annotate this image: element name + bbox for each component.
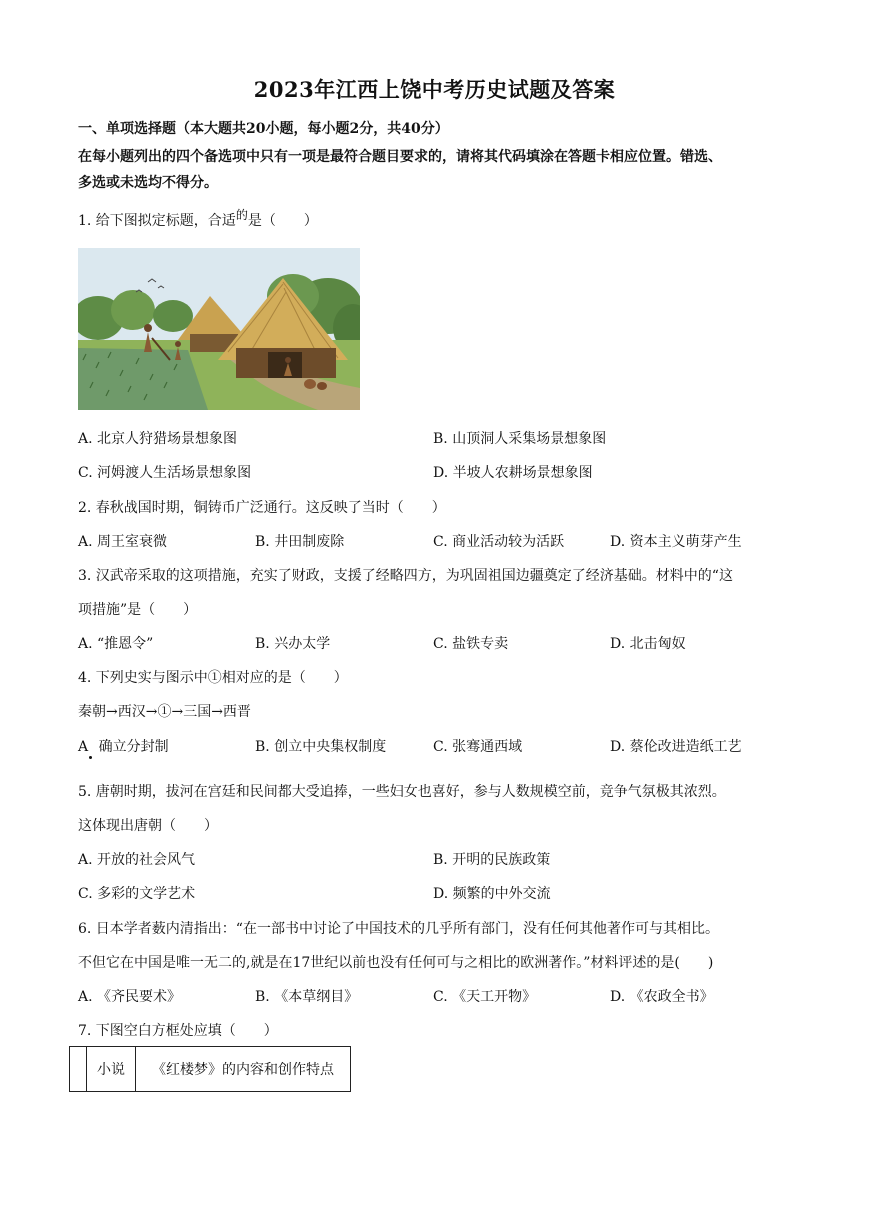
question-1-option-b: B. 山顶洞人采集场景想象图 xyxy=(433,431,607,447)
dot-mark xyxy=(89,756,92,759)
page-title: 2023年江西上饶中考历史试题及答案 xyxy=(253,77,616,102)
question-2-stem: 2. 春秋战国时期，铜铸币广泛通行。这反映了当时（ ） xyxy=(78,500,446,516)
question-5-option-c: C. 多彩的文学艺术 xyxy=(78,886,196,902)
question-2-option-b: B. 井田制废除 xyxy=(255,534,345,550)
question-1-option-c: C. 河姆渡人生活场景想象图 xyxy=(78,465,252,481)
question-2-option-d: D. 资本主义萌芽产生 xyxy=(610,534,742,550)
question-6-stem-line2: 不但它在中国是唯一无二的,就是在17世纪以前也没有任何可与之相比的欧洲著作。”材料评述的是( ) xyxy=(78,955,714,971)
question-6-option-d: D. 《农政全书》 xyxy=(610,989,714,1005)
question-3-option-d: D. 北击匈奴 xyxy=(610,636,686,652)
section-heading: 一、单项选择题（本大题共20小题，每小题2分，共40分） xyxy=(78,121,449,137)
question-4-option-d: D. 蔡伦改进造纸工艺 xyxy=(610,739,742,755)
question-3-option-c: C. 盐铁专卖 xyxy=(433,636,509,652)
question-1-stem-main: 1. 给下图拟定标题，合适 xyxy=(78,213,236,229)
question-5-stem-line2: 这体现出唐朝（ ） xyxy=(78,818,218,834)
question-3-option-a: A. “推恩令” xyxy=(78,636,154,652)
question-1-stem-tail: 是（ ） xyxy=(247,213,318,229)
question-7-table xyxy=(69,1046,351,1092)
question-4-option-a xyxy=(78,736,169,756)
question-4-option-b: B. 创立中央集权制度 xyxy=(255,739,387,755)
question-4-option-a-letter: A xyxy=(78,739,89,755)
question-3-stem-line2: 项措施”是（ ） xyxy=(78,602,198,618)
blank-cell xyxy=(70,1047,87,1092)
question-3-stem-line1: 3. 汉武帝采取的这项措施，充实了财政，支援了经略四方，为巩固祖国边疆奠定了经济基础。材料中的“这 xyxy=(78,568,733,584)
question-1-stem xyxy=(78,210,318,230)
question-6-option-a: A. 《齐民要术》 xyxy=(78,989,182,1005)
question-4-sequence: 秦朝→西汉→①→三国→西晋 xyxy=(78,704,251,720)
question-7-stem: 7. 下图空白方框处应填（ ） xyxy=(78,1023,278,1039)
table-row xyxy=(70,1047,351,1092)
question-6-option-c: C. 《天工开物》 xyxy=(433,989,537,1005)
question-4-stem: 4. 下列史实与图示中①相对应的是（ ） xyxy=(78,670,348,686)
question-1-stem-sup: 的 xyxy=(235,208,248,222)
question-4-option-c: C. 张骞通西域 xyxy=(433,739,523,755)
village-illustration-icon xyxy=(78,248,360,410)
question-3-option-b: B. 兴办太学 xyxy=(255,636,331,652)
question-1-option-d: D. 半坡人农耕场景想象图 xyxy=(433,465,593,481)
question-1-option-a: A. 北京人狩猎场景想象图 xyxy=(78,431,238,447)
question-6-option-b: B. 《本草纲目》 xyxy=(255,989,359,1005)
neolithic-village-illustration xyxy=(78,248,360,410)
question-5-option-b: B. 开明的民族政策 xyxy=(433,852,551,868)
question-5-option-d: D. 频繁的中外交流 xyxy=(433,886,551,902)
section-instruction-line2: 多选或未选均不得分。 xyxy=(78,175,218,191)
question-5-option-a: A. 开放的社会风气 xyxy=(78,852,196,868)
question-6-stem-line1: 6. 日本学者薮内清指出：“在一部书中讨论了中国技术的几乎所有部门，没有任何其他著作可与其相比。 xyxy=(78,921,719,937)
question-4-option-a-text: 确立分封制 xyxy=(98,739,169,755)
question-2-option-a: A. 周王室衰微 xyxy=(78,534,168,550)
category-cell: 小说 xyxy=(87,1047,136,1092)
question-2-option-c: C. 商业活动较为活跃 xyxy=(433,534,565,550)
section-instruction-line1: 在每小题列出的四个备选项中只有一项是最符合题目要求的，请将其代码填涂在答题卡相应位置。错选、 xyxy=(78,149,722,165)
content-cell: 《红楼梦》的内容和创作特点 xyxy=(136,1047,351,1092)
question-5-stem-line1: 5. 唐朝时期，拔河在宫廷和民间都大受追捧，一些妇女也喜好，参与人数规模空前，竞争气氛极其浓烈。 xyxy=(78,784,726,800)
